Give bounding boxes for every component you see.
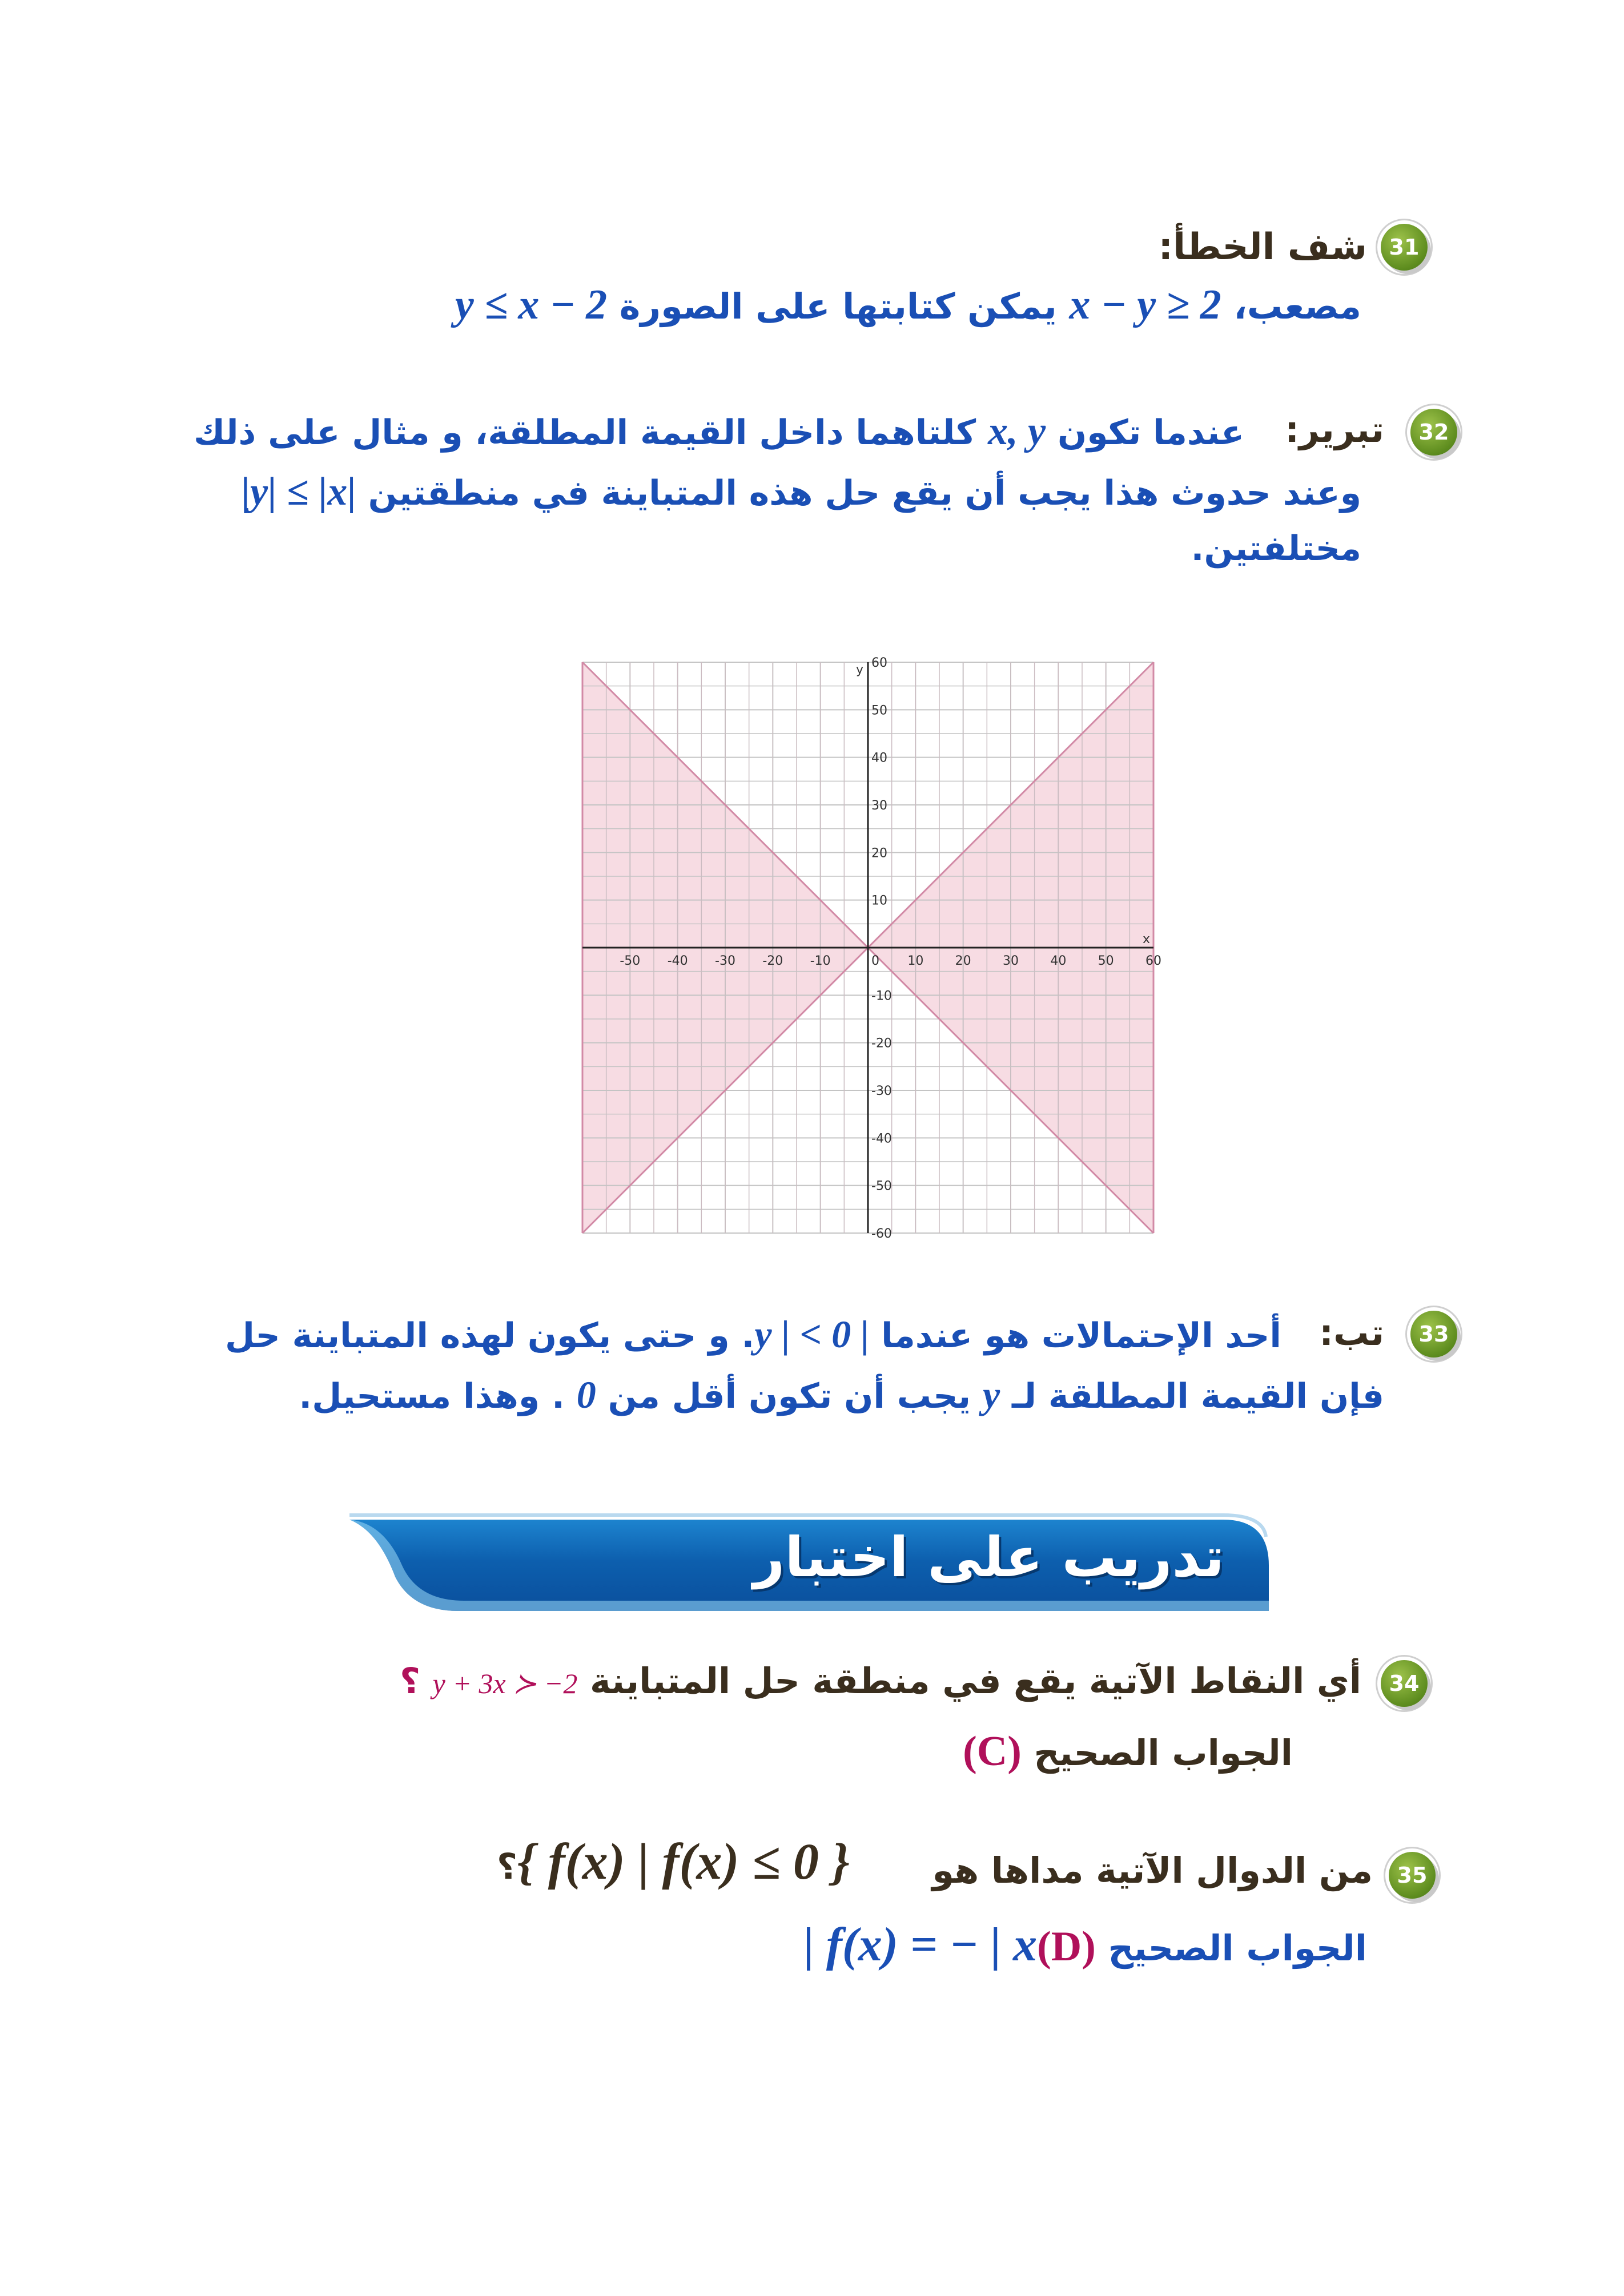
question-number-badge [1381, 224, 1428, 271]
text-segment: أي النقاط الآتية يقع في منطقة حل المتباينة [577, 1660, 1361, 1702]
inline-math: y [982, 1373, 1000, 1416]
text-segment: يمكن كتابتها على الصورة [607, 285, 1070, 327]
y-tick-label: 10 [871, 893, 887, 908]
question-text [932, 1850, 1373, 1891]
text-segment: ؟ [400, 1660, 433, 1702]
y-tick-label: -40 [871, 1131, 892, 1146]
y-tick-label: 20 [871, 846, 887, 861]
answer-line [963, 1727, 1293, 1776]
y-tick-label: -60 [871, 1227, 892, 1241]
question-number: 33 [1418, 1322, 1449, 1347]
inline-math: { f(x) | f(x) ≤ 0 } [517, 1834, 850, 1890]
question-number: 35 [1397, 1863, 1428, 1888]
answer-value: (D) [1037, 1923, 1096, 1970]
x-tick-label: 60 [1145, 954, 1161, 968]
answer-label: الجواب الصحيح [1095, 1927, 1367, 1969]
y-tick-label: -30 [871, 1084, 892, 1098]
y-tick-label: -20 [871, 1036, 892, 1051]
x-tick-label: 20 [955, 954, 971, 968]
text-segment: عندما تكون [1046, 413, 1244, 453]
inline-math: y ≤ x − 2 [455, 281, 608, 328]
question-text-line-2 [242, 469, 1361, 515]
question-text-line-3: مختلفتين. [1191, 529, 1361, 569]
answer-label: الجواب الصحيح [1021, 1732, 1293, 1774]
text-segment: فإن القيمة المطلقة لـ [1000, 1376, 1384, 1416]
section-banner-title: تدريب على اختبار [753, 1525, 1224, 1589]
question-number-badge [1389, 1852, 1436, 1899]
question-text [400, 1660, 1361, 1702]
x-tick-label: -10 [810, 954, 831, 968]
question-number: 31 [1389, 235, 1420, 260]
text-segment: . و حتى يكون لهذه المتباينة حل [224, 1316, 755, 1356]
inline-math: |y| ≤ |x| [241, 470, 356, 514]
answer-value: (C) [963, 1728, 1022, 1775]
x-tick-label: 0 [871, 954, 879, 968]
y-tick-label: -50 [871, 1179, 892, 1194]
y-tick-label: 40 [871, 751, 887, 766]
question-heading: تب: [1319, 1312, 1384, 1354]
x-tick-label: -30 [715, 954, 735, 968]
x-tick-label: 10 [907, 954, 924, 968]
question-number-badge [1410, 409, 1457, 456]
question-mark: ؟ [497, 1846, 517, 1887]
question-number: 34 [1389, 1671, 1420, 1696]
inline-math: 0 [576, 1373, 596, 1416]
text-segment: كلتاهما داخل القيمة المطلقة، و مثال على ذلك [194, 413, 988, 453]
inequality-region-graph [571, 651, 1165, 1244]
text-segment: مصعب، [1221, 285, 1361, 327]
inline-math: | y | < 0 [754, 1312, 870, 1356]
text-segment: . وهذا مستحيل. [299, 1376, 577, 1416]
x-tick-label: 30 [1003, 954, 1019, 968]
y-tick-label: 60 [871, 656, 887, 670]
question-text-line-1 [194, 409, 1244, 454]
question-heading: تبرير: [1285, 409, 1384, 450]
x-tick-label: -40 [667, 954, 688, 968]
inline-math: x − y ≥ 2 [1069, 281, 1221, 328]
text-segment: وعند حدوث هذا يجب أن يقع حل هذه المتباينة في منطقتين [356, 473, 1361, 513]
y-tick-label: -10 [871, 989, 892, 1004]
y-tick-label: 50 [871, 703, 887, 718]
inline-math: y + 3x ≻ −2 [432, 1667, 578, 1699]
text-segment: من الدوال الآتية مداها هو [932, 1850, 1373, 1891]
inline-math: f(x) = − | x | [803, 1918, 1038, 1971]
question-text-line-1 [225, 1312, 1281, 1357]
question-number: 32 [1418, 420, 1449, 445]
x-axis-label: x [1142, 932, 1150, 946]
x-tick-label: -20 [762, 954, 783, 968]
x-tick-label: -50 [620, 954, 641, 968]
question-math [497, 1832, 850, 1891]
question-number-badge [1410, 1311, 1457, 1358]
y-tick-label: 30 [871, 799, 887, 813]
y-axis-label: y [855, 663, 863, 677]
question-text-line-2 [299, 1372, 1384, 1417]
question-number-badge [1381, 1660, 1428, 1707]
text-segment: أحد الإحتمالات هو عندما [869, 1316, 1281, 1356]
inline-math: x, y [988, 409, 1046, 453]
text-segment: يجب أن تكون أقل من [596, 1376, 983, 1416]
x-tick-label: 40 [1050, 954, 1067, 968]
question-heading: شف الخطأ: [1158, 226, 1367, 268]
question-text [455, 281, 1361, 329]
x-tick-label: 50 [1098, 954, 1114, 968]
answer-line [803, 1917, 1367, 1972]
